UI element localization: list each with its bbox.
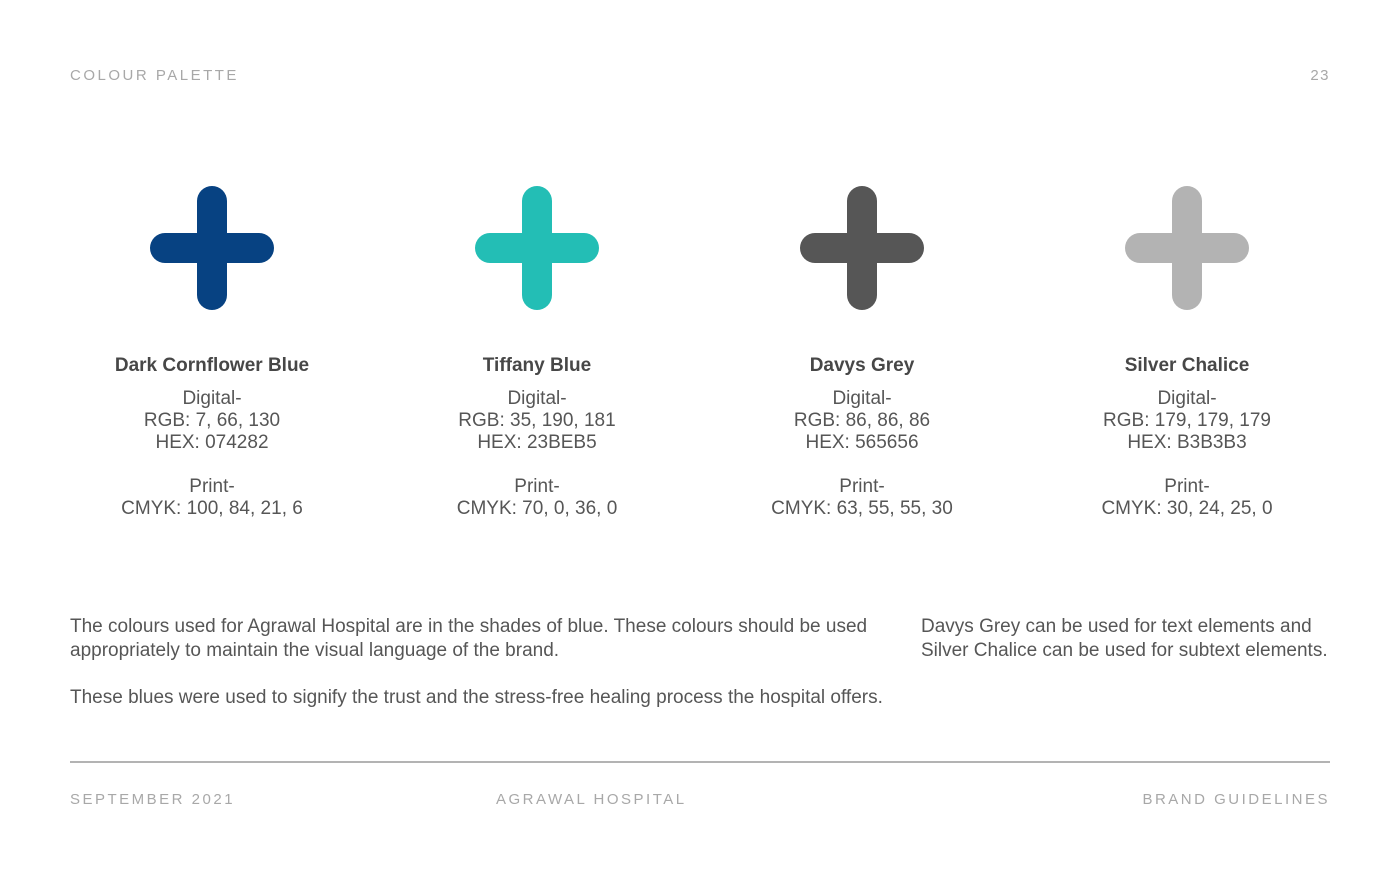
footer-divider [70, 761, 1330, 763]
print-label: Print- [514, 476, 560, 497]
body-paragraph: The colours used for Agrawal Hospital are in the shades of blue. These colours should be used appropriately to maintain the visual language of the brand. [70, 616, 868, 661]
hex-value: HEX: B3B3B3 [1127, 432, 1247, 453]
plus-icon [1125, 186, 1249, 310]
rgb-value: RGB: 86, 86, 86 [793, 410, 931, 431]
cmyk-value: CMYK: 100, 84, 21, 6 [121, 498, 303, 519]
swatch-dark-cornflower-blue [50, 186, 374, 520]
swatch-name: Davys Grey [809, 355, 915, 376]
rgb-value: RGB: 35, 190, 181 [458, 410, 616, 431]
rgb-value: RGB: 179, 179, 179 [1103, 410, 1271, 431]
colour-swatches [50, 186, 1350, 526]
digital-label: Digital- [832, 388, 892, 409]
swatch-spec [700, 388, 1024, 520]
print-label: Print- [1164, 476, 1210, 497]
footer-document-title: BRAND GUIDELINES [1142, 791, 1330, 808]
digital-label: Digital- [1157, 388, 1217, 409]
plus-icon [800, 186, 924, 310]
body-text-right [921, 615, 1333, 662]
footer-organization: AGRAWAL HOSPITAL [496, 791, 687, 808]
page-number: 23 [1310, 67, 1330, 84]
rgb-value: RGB: 7, 66, 130 [143, 410, 281, 431]
swatch-spec [375, 388, 699, 520]
hex-value: HEX: 074282 [155, 432, 269, 453]
cmyk-value: CMYK: 70, 0, 36, 0 [456, 498, 618, 519]
swatch-name: Tiffany Blue [482, 355, 592, 376]
swatch-tiffany-blue [375, 186, 699, 520]
swatch-spec [1025, 388, 1349, 520]
print-label: Print- [839, 476, 885, 497]
swatch-name: Silver Chalice [1124, 355, 1250, 376]
swatch-silver-chalice [1025, 186, 1349, 520]
digital-label: Digital- [182, 388, 242, 409]
body-paragraph: Davys Grey can be used for text elements and Silver Chalice can be used for subtext elements. [921, 616, 1328, 661]
body-paragraph: These blues were used to signify the trust and the stress-free healing process the hospital offers. [70, 686, 883, 708]
cmyk-value: CMYK: 63, 55, 55, 30 [771, 498, 953, 519]
footer-date: SEPTEMBER 2021 [70, 791, 236, 808]
hex-value: HEX: 23BEB5 [477, 432, 597, 453]
plus-icon [475, 186, 599, 310]
hex-value: HEX: 565656 [805, 432, 919, 453]
print-label: Print- [189, 476, 235, 497]
section-title: COLOUR PALETTE [70, 67, 239, 84]
cmyk-value: CMYK: 30, 24, 25, 0 [1101, 498, 1273, 519]
swatch-spec [50, 388, 374, 520]
swatch-name: Dark Cornflower Blue [114, 355, 310, 376]
swatch-davys-grey [700, 186, 1024, 520]
body-text-left [70, 615, 915, 709]
digital-label: Digital- [507, 388, 567, 409]
plus-icon [150, 186, 274, 310]
